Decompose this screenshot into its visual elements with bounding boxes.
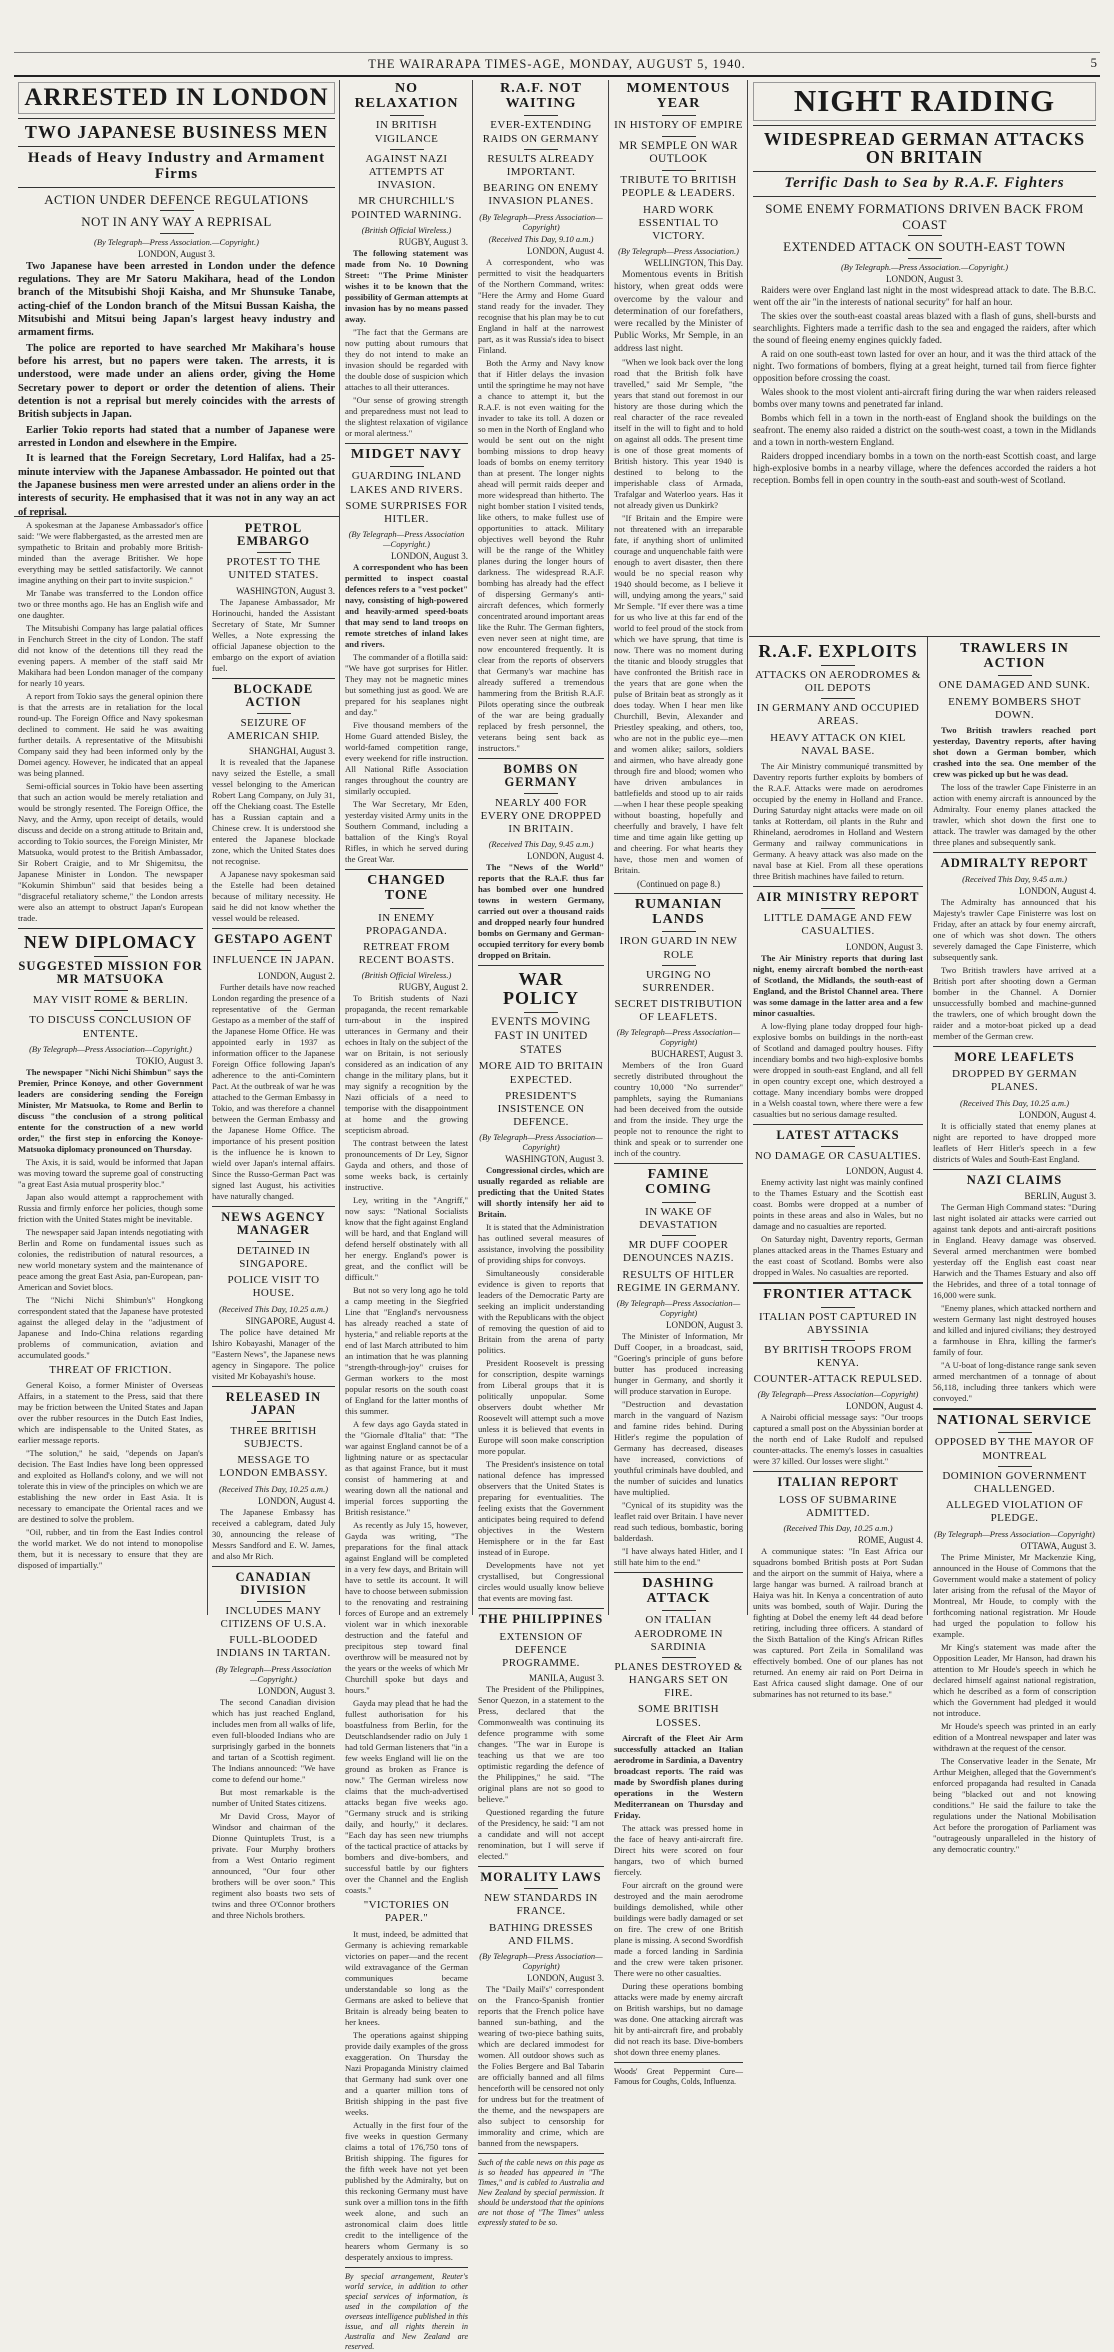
paragraph: The Japanese Ambassador, Mr Horinouchi, handed the Assistant Secretary of State, Mr Sumner Welles, a Note expressing the official Japanese objection to the embargo on the export of aviation fuel. bbox=[212, 596, 335, 673]
headline-new-diplomacy: NEW DIPLOMACY bbox=[23, 932, 198, 952]
subhead: MR CHURCHILL'S POINTED WARNING. bbox=[351, 195, 462, 221]
paragraph: The "News of the World" reports that the R.A.F. thus far has bombed over one hundred towns in western Germany, carried out over a thousand raids and dropped nearly four hundred bombs on Germany and German-occupied territory for every bomb dropped on Britain. bbox=[478, 862, 604, 961]
paragraph: A raid on one south-east town lasted for over an hour, and it was the third attack of the night. Two formations of bombers, flying at a great height, turned tail from fierce fighter opposition before crossing the coast. bbox=[753, 350, 1096, 385]
headline-arrested-in-london: ARRESTED IN LONDON bbox=[18, 82, 335, 114]
paragraph: The following statement was made from No. 10 Downing Street: "The Prime Minister wishes it to be known that the possibility of German attempts at invasion has by no means passed away. bbox=[345, 247, 468, 324]
paragraph: Five thousand members of the Home Guard attended Bisley, the world-famed competition range, every weekend for rifle instruction. All National Rifle Association ranges throughout the country are similarly occupied. bbox=[345, 720, 468, 797]
paragraph: Aircraft of the Fleet Air Arm successfully attacked an Italian aerodrome in Sardinia, a Daventry broadcast reports. The raid was made by Swordfish planes during operations in the Western Mediterranean on Thursday and Friday. bbox=[614, 1732, 743, 1820]
headline-admiralty-report: ADMIRALTY REPORT bbox=[940, 855, 1089, 870]
dateline: MANILA, August 3. bbox=[528, 1673, 604, 1684]
reuter-footnote: By special arrangement, Reuter's world service, in addition to other special services of information, is used in the compilation of the overseas intelligence published in this issue, and all rights therein in Australia and New Zealand are reserved. bbox=[345, 2271, 468, 2351]
subhead-not-reprisal: NOT IN ANY WAY A REPRISAL bbox=[81, 214, 272, 230]
subhead: BY BRITISH TROOPS FROM KENYA. bbox=[764, 1343, 912, 1370]
paragraph: The Prime Minister, Mr Mackenzie King, announced in the House of Commons that the Government would make a statement of policy later arising from the refusal of the Mayor of Montreal, Mr Houde, to comply with the forthcoming national registration. Mr Houde had urged the population to follow his example. bbox=[933, 1551, 1096, 1639]
dateline: WASHINGTON, August 3. bbox=[236, 585, 335, 596]
column-raf-exploits bbox=[749, 640, 927, 1699]
credit-line: (By Telegraph—Press Association.—Copyright.) bbox=[94, 236, 259, 247]
dateline: LONDON, August 4. bbox=[257, 1495, 335, 1506]
paragraph: On Saturday night, Daventry reports, German planes attacked areas in the Thames Estuary and the east coast of Scotland. Bombs were also dropped in Wales. No casualties are reported. bbox=[753, 1233, 923, 1277]
subhead: TRIBUTE TO BRITISH PEOPLE & LEADERS. bbox=[620, 174, 737, 200]
paragraph: Semi-official sources in Tokio have been asserting that such an action would be merely retaliation and would be strongly resented. The Foreign Office, the Navy, and the Army, upon receipt of details, would discuss and decide on a strong attitude to Britain and, according to Tokio sources, the Foreign Minister, Mr Matsuoka, would protest to the British Ambassador, Sir Robert Craigie, and to Mr Shigemitsu, the Japanese Minister in London. The newspaper "Kokumin Shimbun" said that besides being a "disgraceful retaliatory scheme," the London arrests were also an attempt to obstruct Japan's European trade. bbox=[18, 781, 203, 923]
paragraph: The Air Ministry reports that during last night, enemy aircraft bombed the north-east of Scotland, the Midlands, the south-east of England, and the Bristol Channel area. There was some damage in the latter area and a few minor casualties. bbox=[753, 952, 923, 1018]
paragraph: "When we look back over the long road that the British folk have travelled," said Mr Semple, "the years that stand out foremost in our history are those during which the real character of the race revealed itself in the will to fight and to hold on against all odds. The present time is one of those great moments of British history. This year 1940 is destined to belong to the imperishable class of Armada, Trafalgar and Waterloo years. Has it not already given us Dunkirk? bbox=[614, 356, 743, 510]
paragraph: A communique states: "In East Africa our squadrons bombed British posts at Port Sudan and the airport on the summit of Haiya, where a large hangar was burned. A railroad branch at Haiya was hit. In Kenya a concentration of auto units was bombed, south of Wajir. During the fighting at Dobel the enemy left 44 dead before retiring, including three officers. A standard of the Sixth Battalion of the King's African Rifles was captured. Port Zeila in Somaliland was effectively bombed. One of our planes has not returned. An enemy air raid on Port Deirna in East Africa caused slight damage. One of our submarines has not returned to its base." bbox=[753, 1545, 923, 1699]
subhead: ALLEGED VIOLATION OF PLEDGE. bbox=[945, 1499, 1084, 1525]
paragraph: "Cynical of its stupidity was the leaflet raid over Britain. I have never read such tedious, bombastic, boring balderdash. bbox=[614, 1499, 743, 1543]
subhead: ATTACKS ON AERODROMES & OIL DEPOTS bbox=[755, 668, 921, 695]
column-spokesman bbox=[14, 520, 207, 1615]
paragraph: "Our sense of growing strength and preparedness must not lead to the slightest relaxation of vigilance or moral alertness." bbox=[345, 394, 468, 438]
paragraph: The second Canadian division which has just reached England, includes men from all walks of life, even full-blooded Indians who are surprisingly garbed in the bonnets and tartan of a Scottish regiment. The Indians announced: "We have come to defend our home." bbox=[212, 1696, 335, 1784]
dateline: LONDON, August 4. bbox=[1018, 886, 1096, 897]
subhead: IRON GUARD IN NEW ROLE bbox=[619, 935, 738, 961]
dateline: WASHINGTON, August 3. bbox=[505, 1154, 604, 1165]
headline-morality-laws: MORALITY LAWS bbox=[480, 1870, 602, 1885]
headline-momentous-year: MOMENTOUS YEAR bbox=[626, 81, 731, 111]
paragraph: But most remarkable is the number of United States citizens. bbox=[212, 1786, 335, 1808]
page-number: 5 bbox=[1090, 55, 1098, 70]
lead-paragraph: Earlier Tokio reports had stated that a number of Japanese were arrested in London and elsewhere in the Empire. bbox=[18, 424, 335, 450]
paragraph: Wales shook to the most violent anti-aircraft firing during the war when raiders released bombs over many towns and penetrated far inland. bbox=[753, 388, 1096, 411]
paragraph: "The fact that the Germans are now putting about rumours that they do not intend to make an invasion should be regarded with the double dose of suspicion which attaches to all their utterances. bbox=[345, 326, 468, 392]
lead-paragraph: It is learned that the Foreign Secretary, Lord Halifax, had a 25-minute interview with the Japanese Ambassador. He pointed out that the Japanese business men were arrested under an aliens order in the interests of security. He emphasised that it was not in any way an act of reprisal. bbox=[18, 453, 335, 518]
times-footnote: Such of the cable news on this page as is so headed has appeared in "The Times," and is cabled to Australia and New Zealand by special permission. It should be understood that the opinions are not those of "The Times" unless expressly stated to be so. bbox=[478, 2157, 604, 2227]
subhead: NEW STANDARDS IN FRANCE. bbox=[484, 1892, 598, 1918]
subhead: BATHING DRESSES AND FILMS. bbox=[488, 1921, 594, 1947]
headline-changed-tone: CHANGED TONE bbox=[367, 873, 446, 903]
paragraph: It must, indeed, be admitted that Germany is achieving remarkable victories on paper—and the recent wild extravagance of the German communiques became understandable so long as the Germans are asked to believe that Britain is already being beaten to her knees. bbox=[345, 1928, 468, 2027]
masthead-title: THE WAIRARAPA TIMES-AGE, MONDAY, AUGUST 5, 1940. bbox=[368, 56, 746, 71]
paragraph: "Oil, rubber, and tin from the East Indies control the world market. We do not intend to monopolise them, but it is necessary to ensure that they are disposed of impartially." bbox=[18, 1526, 203, 1570]
paragraph: Simultaneously considerable evidence is given to reports that leaders of the Democratic Party are seeking an implicit understanding with the Republicans with the object of removing the question of aid to Britain from the arena of party politics. bbox=[478, 1268, 604, 1356]
headline-italian-report: ITALIAN REPORT bbox=[777, 1475, 899, 1490]
paragraph: Mr King's statement was made after the Opposition Leader, Mr Hanson, had drawn his attention to Mr Houde's speech in which he declared himself against national registration, which he described as a form of conscription which the Government had pledged it would not introduce. bbox=[933, 1641, 1096, 1718]
paragraph: A report from Tokio says the general opinion there is that the arrests are in retaliation for the local round-up. The Foreign Office and Navy spokesman declined to comment. He said he was awaiting further details. A representative of the Mitsubishi Company said they had been informed only by the Domei agency. However, he indicated that an appeal was being planned. bbox=[18, 691, 203, 778]
credit-line: (By Telegraph—Press Association—Copyright) bbox=[616, 1297, 741, 1318]
headline-philippines: THE PHILIPPINES bbox=[478, 1612, 604, 1627]
subhead: DETAINED IN SINGAPORE. bbox=[236, 1244, 311, 1270]
paragraph: Enemy activity last night was mainly confined to the Thames Estuary and the Scottish east coast. Bombs were dropped at a number of points in these areas and also in Wales, but no damage and no casualties are reported. bbox=[753, 1176, 923, 1231]
headline-night-raiding: NIGHT RAIDING bbox=[753, 82, 1096, 121]
dateline: LONDON, August 3. bbox=[390, 551, 468, 562]
paragraph: Mr David Cross, Mayor of Windsor and chairman of the Dionne Quintuplets Trust, is a private. Four Murphy brothers from a West Ontario regiment announced, "Our four other brothers will be over soon." This regiment also boasts two sets of twins and three O'Connor brothers and three Nichols brothers. bbox=[212, 1810, 335, 1920]
paragraph: The President of the Philippines, Senor Quezon, in a statement to the Press, declared that the Commonwealth was continuing its defence programme with some changes. "The war in Europe is teaching us that we are too optimistic regarding the defence of the Philippines," he said. "The original plans are not so good to believe." bbox=[478, 1684, 604, 1805]
headline-no-relaxation: NO RELAXATION bbox=[354, 81, 459, 111]
paragraph: Japan also would attempt a rapprochement with Russia and firmly enforce her policies, though some friction with the United States might be inevitable. bbox=[18, 1191, 203, 1224]
credit-line: (By Telegraph—Press Association—Copyright) bbox=[479, 1950, 603, 1971]
dateline: WELLINGTON, This Day. bbox=[644, 258, 743, 269]
subhead-threat-friction: THREAT OF FRICTION. bbox=[49, 1363, 172, 1376]
paragraph: To British students of Nazi propaganda, the recent remarkable turn-about in the inspired utterances in Germany and their echoes in Italy on the subject of the war on Britain, is not seriously considered as an indication of any change in the military plans, but it may signify a recognition by the Nazi officials of a need to temporise with the disappointment at home and the growing scepticism abroad. bbox=[345, 993, 468, 1136]
subhead: COUNTER-ATTACK REPULSED. bbox=[753, 1373, 923, 1386]
paragraph: Raiders were over England last night in the most widespread attack to date. The B.B.C. went off the air "in the interests of national security" for half an hour. bbox=[753, 285, 1096, 308]
paragraph: A Nairobi official message says: "Our troops captured a small post on the Abyssinian border at the north end of Lake Rudolf and repulsed counter-attacks. The enemy's losses in casualties were 37 killed. Our losses were slight." bbox=[753, 1412, 923, 1467]
paragraph: Mr Tanabe was transferred to the London office two or three months ago. He has an English wife and one daughter. bbox=[18, 588, 203, 620]
lead-paragraph: The police are reported to have searched Mr Makihara's house before his arrest, but no papers were taken. The arrests, it is understood, were made under an aliens order, giving the Home Secretary power to deport or order the detention of aliens. Their detention is not a reprisal but merely coincides with the arrests of British subjects in Japan. bbox=[18, 342, 335, 421]
paragraph: The loss of the trawler Cape Finisterre in an action with enemy aircraft is announced by the Admiralty. Four enemy planes attacked the trawler, which shot down the first one to attack. The trawler was damaged by the other three planes and subsequently sank. bbox=[933, 781, 1096, 847]
headline-war-policy: WAR POLICY bbox=[502, 969, 579, 1009]
subhead: DROPPED BY GERMAN PLANES. bbox=[952, 1068, 1077, 1094]
dateline: LONDON, August 3. bbox=[257, 1685, 335, 1696]
column-japan-briefs bbox=[208, 520, 339, 1920]
subhead: EVER-EXTENDING RAIDS ON GERMANY bbox=[482, 119, 600, 145]
column-raf-not-waiting bbox=[474, 80, 608, 2227]
headline-more-leaflets: MORE LEAFLETS bbox=[954, 1050, 1075, 1065]
paragraph: The police have detained Mr Ishiro Kobayashi, Manager of the "Eastern News", the Japanese news agency in Singapore. The police visited Mr Kobayashi's house. bbox=[212, 1326, 335, 1381]
credit-line: (By Telegraph—Press Association—Copyright) bbox=[616, 1027, 741, 1048]
dateline: LONDON, August 4. bbox=[845, 1165, 923, 1176]
subhead: THREE BRITISH SUBJECTS. bbox=[230, 1424, 317, 1450]
paragraph: The newspaper said Japan intends negotiating with Berlin and Rome on fundamental issues such as colonies, the redistribution of natural resources, a new world monetary system and the maintenance of peace among the great East Asia, pan-European, pan-American and Soviet blocs. bbox=[18, 1226, 203, 1292]
paragraph: "I have always hated Hitler, and I still hate him to the end." bbox=[614, 1545, 743, 1567]
paragraph: The "Nichi Nichi Shimbun's" Hongkong correspondent stated that the Japanese have protested against the alleged delay in the "adjustment of Japanese and Indo-China relations regarding problems of communication, aviation and accumulated goods." bbox=[18, 1294, 203, 1360]
headline-gestapo-agent: GESTAPO AGENT bbox=[214, 932, 333, 947]
headline-national-service: NATIONAL SERVICE bbox=[937, 1412, 1092, 1428]
paragraph: Congressional circles, which are usually regarded as reliable are predicting that the United States will shortly intensify her aid to Britain. bbox=[478, 1165, 604, 1220]
paragraph: But not so very long ago he told a camp meeting in the Siegfried Line that "England's nervousness has already reached a state of hysteria," and reliable reports at the end of last March attributed to him an intimation that he was planning "strength-through-joy" cruises for German workers to the most popular resorts on the south coast of England for the latter months of this summer. bbox=[345, 1285, 468, 1417]
subhead: RESULTS OF HITLER REGIME IN GERMANY. bbox=[616, 1268, 741, 1294]
paragraph: "The solution," he said, "depends on Japan's decision. The East Indies have long been oppressed and exploited as Holland's colony, and we will not tolerate this in view of the principles on which we are establishing the new order in East Asia. It is necessary to emancipate the Oriental races and we are destined to solve the problem. bbox=[18, 1447, 203, 1524]
subhead: RETREAT FROM RECENT BOASTS. bbox=[358, 940, 455, 967]
headline-rumanian-lands: RUMANIAN LANDS bbox=[634, 896, 723, 927]
credit-line: (By Telegraph—Press Association—Copyright.) bbox=[215, 1663, 332, 1684]
paragraph: Questioned regarding the future of the Presidency, he said: "I am not a candidate and will not accept renomination, but I will serve if elected." bbox=[478, 1807, 604, 1862]
received-line: (Received This Day, 10.25 a.m.) bbox=[783, 1522, 893, 1533]
subhead: MR SEMPLE ON WAR OUTLOOK bbox=[619, 139, 738, 166]
subhead: SOME SURPRISES FOR HITLER. bbox=[345, 499, 468, 525]
paragraph: Bombs which fell in a town in the north-east of England shook the buildings on the seafront. The enemy also raided a district on the south-west coast, a town in the Midlands and a town in north-western England. bbox=[753, 414, 1096, 449]
dateline: LONDON, August 4. bbox=[526, 851, 604, 862]
paragraph: "If Britain and the Empire were not threatened with an irreparable fate, if anything short of unlimited courage and unquenchable faith were enough to avert disaster, then there would be no special reason why 1940 should become, as I believe it will, undying among the years," said Mr Semple. "If ever there was a time for us who live at this far end of the world to feel proud of the stock from which we have sprung, that time is now. There was no moment during the titanic and bloody struggles that have confronted the British race in the years that are gone when the pulse of Britain beat as strongly as it does today. When I hear men like Churchill, Bevin, Alexander and Priestley speaking, and others, too, who are not in the public eye—men and women alike; sailors, soldiers and airmen, who have already gone through fire and blood; women who have driven ambulances in battlefields and stood up to air raids—when I hear these people speaking without boasting, hopefully and cheerfully and bravely, I have felt time and time again like getting up and cheering. For what hearts they have, those men and women of Britain. bbox=[614, 512, 743, 875]
subhead: PLANES DESTROYED & HANGARS SET ON FIRE. bbox=[614, 1660, 743, 1700]
subhead: SEIZURE OF AMERICAN SHIP. bbox=[227, 716, 320, 743]
paragraph: A few days ago Gayda stated in the "Giornale d'Italia" that: "The war against England cannot be of a lightning nature or as spectacular as that against France, but it must consist of hammering at and wearing down all the national and imperial forces supporting the British resistance." bbox=[345, 1419, 468, 1518]
subhead: IN HISTORY OF EMPIRE bbox=[614, 119, 743, 132]
headline-blockade-action: BLOCKADE ACTION bbox=[233, 681, 314, 709]
subhead: GUARDING INLAND LAKES AND RIVERS. bbox=[350, 470, 463, 496]
paragraph: During these operations bombing attacks were made by enemy aircraft on British warships, but no damage was done. One attacking aircraft was hit by anti-aircraft fire, and probably did not reach its base. Dive-bombers shot down three enemy planes. bbox=[614, 1980, 743, 2057]
received-line: (Received This Day, 10.25 a.m.) bbox=[218, 1483, 329, 1494]
headline-news-agency-manager: NEWS AGENCY MANAGER bbox=[221, 1209, 326, 1237]
column-arrested bbox=[14, 80, 339, 520]
dateline: LONDON, August 3. bbox=[137, 248, 215, 259]
subhead: ITALIAN POST CAPTURED IN ABYSSINIA bbox=[759, 1310, 917, 1336]
subhead: IN GERMANY AND OCCUPIED AREAS. bbox=[756, 702, 920, 728]
paragraph: Raiders dropped incendiary bombs in a town on the north-east Scottish coast, and large high-explosive bombs in a nearby village, where the defences accorded the raiders a hot reception. Bombs fell in open country in the south-east and south-west of Scotland. bbox=[753, 452, 1096, 487]
received-line: (Received This Day, 9.45 a.m.) bbox=[962, 874, 1067, 885]
subhead: MESSAGE TO LONDON EMBASSY. bbox=[219, 1454, 328, 1480]
subhead-south-east-town: EXTENDED ATTACK ON SOUTH-EAST TOWN bbox=[783, 239, 1066, 255]
dateline: SHANGHAI, August 3. bbox=[248, 746, 335, 757]
subhead-formations-driven: SOME ENEMY FORMATIONS DRIVEN BACK FROM COAST bbox=[765, 201, 1084, 232]
subhead: LOSS OF SUBMARINE ADMITTED. bbox=[778, 1493, 898, 1519]
subhead: POLICE VISIT TO HOUSE. bbox=[227, 1274, 320, 1300]
paragraph: The Axis, it is said, would be informed that Japan was moving toward the supreme goal of constructing "a great East Asia mutual prosperity bloc." bbox=[18, 1156, 203, 1189]
subhead-heads-of-industry: Heads of Heavy Industry and Armament Firms bbox=[27, 150, 326, 182]
paragraph: Two British trawlers reached port yesterday, Daventry reports, after having shot down a German bomber, which crashed into the sea. One member of the crew was picked up but he was dead. bbox=[933, 724, 1096, 779]
headline-famine-coming: FAMINE COMING bbox=[645, 1167, 712, 1198]
paragraph: A low-flying plane today dropped four high-explosive bombs on buildings in the north-east of Scotland and damaged poultry houses. Fifty incendiary bombs and two high-explosive bombs were dropped in south-east England, and all fell in open country except one, which destroyed a cottage. Many incendiary bombs were dropped in a Welsh coastal town, where there were a few casualties but no serious damage resulted. bbox=[753, 1020, 923, 1119]
subhead-victories-on-paper: "VICTORIES ON PAPER." bbox=[363, 1899, 450, 1925]
paragraph: As recently as July 15, however, Gayda was writing, "The preparations for the final attack against England will be completed in a very few days, and Britain will have to settle its account. It will have to choose between submission to the renovating and restraining forces of Europe and an extremely violent war in which inexorable destruction and the fateful and precipitous step toward final overthrow will be measured not by the years or the weeks of which Mr Churchill spoke but days and hours." bbox=[345, 1520, 468, 1696]
paragraph: It is stated that the Administration has outlined several measures of assistance, involving the possibility of providing ships for convoys. bbox=[478, 1222, 604, 1266]
subhead: MORE AID TO BRITAIN EXPECTED. bbox=[478, 1060, 604, 1086]
credit-line: (By Telegraph—Press Association—Copyright) bbox=[479, 1132, 603, 1153]
subhead: NEARLY 400 FOR EVERY ONE DROPPED IN BRITAIN. bbox=[480, 796, 602, 836]
credit-line: (By Telegraph—Press Association.) bbox=[618, 246, 739, 257]
credit-line: (By Telegraph—Press Association—Copyright) bbox=[757, 1389, 919, 1400]
subhead-rome-berlin: MAY VISIT ROME & BERLIN. bbox=[32, 994, 189, 1007]
dateline: RUGBY, August 3. bbox=[398, 236, 468, 247]
credit-line: (British Official Wireless.) bbox=[361, 970, 452, 981]
subhead: SECRET DISTRIBUTION OF LEAFLETS. bbox=[614, 998, 743, 1024]
received-line: (Received This Day, 10.25 a.m.) bbox=[218, 1303, 329, 1314]
headline-released-in-japan: RELEASED IN JAPAN bbox=[225, 1389, 322, 1417]
credit-line: (By Telegraph—Press Association—Copyright) bbox=[479, 211, 603, 232]
subhead: NO DAMAGE OR CASUALTIES. bbox=[754, 1149, 922, 1162]
paragraph: Members of the Iron Guard secretly distributed throughout the country 10,000 "No surrender" pamphlets, saying the Rumanians had been deceived from the outside and from the inside. They urge the people not to renounce the right to think and speak or to surrender one inch of the country. bbox=[614, 1060, 743, 1159]
received-line: (Received This Day, 9.10 a.m.) bbox=[488, 233, 594, 244]
paragraph: The Air Ministry communiqué transmitted by Daventry reports further exploits by bombers of the R.A.F. Attacks were made on aerodromes occupied by the enemy in Holland and France. During Saturday night attacks were made on oil tanks at Rotterdam, oil plants in the Ruhr and Rhineland, aerodromes in Holland and Western Germany and railway communications in Germany. A heavy attack was also made on the naval base at Kiel. From all these operations three British machines have failed to return. bbox=[753, 761, 923, 882]
subhead: MR DUFF COOPER DENOUNCES NAZIS. bbox=[623, 1239, 734, 1265]
subhead: SOME BRITISH LOSSES. bbox=[638, 1703, 719, 1729]
paragraph: The contrast between the latest pronouncements of Dr Ley, Signor Gayda and others, and those of some weeks back, is certainly instructive. bbox=[345, 1138, 468, 1193]
subhead: PRESIDENT'S INSISTENCE ON DEFENCE. bbox=[497, 1089, 585, 1129]
credit-line: (By Telegraph—Press Association—Copyright) bbox=[934, 1528, 1095, 1539]
paragraph: Mr Houde's speech was printed in an early edition of a Montreal newspaper and later was withdrawn at the request of the censor. bbox=[933, 1720, 1096, 1753]
subhead: IN ENEMY PROPAGANDA. bbox=[365, 911, 448, 937]
headline-bombs-on-germany: BOMBS ON GERMANY bbox=[503, 761, 579, 789]
paragraph: President Roosevelt is pressing for conscription, despite warnings from Liberal groups that it is politically unpopular. Some observers doubt whether Mr Roosevelt will attempt such a move unless it is believed that events in Europe will soon make conscription more popular. bbox=[478, 1358, 604, 1457]
column-trawlers bbox=[929, 640, 1100, 1854]
subhead: ONE DAMAGED AND SUNK. bbox=[938, 679, 1091, 692]
paragraph: The Admiralty has announced that his Majesty's trawler Cape Finisterre was lost on Friday, after an attack by four enemy aircraft, one of which was shot down. The others severely damaged the Cape Finisterre, which subsequently sank. bbox=[933, 897, 1096, 963]
subhead: OPPOSED BY THE MAYOR OF MONTREAL bbox=[934, 1436, 1095, 1462]
paragraph: Developments have not yet crystallised, but Congressional circles would usually know believe that events are moving fast. bbox=[478, 1560, 604, 1604]
subhead: IN WAKE OF DEVASTATION bbox=[639, 1205, 718, 1232]
paragraph: A spokesman at the Japanese Ambassador's office said: "We were flabbergasted, as the arrested men are sympathetic to Britain and probably more British-minded than the average Britisher. We hope everything may be settled satisfactorily. We cannot imagine anything on their part to invite suspicion." bbox=[18, 520, 203, 585]
subhead: DOMINION GOVERNMENT CHALLENGED. bbox=[942, 1469, 1087, 1495]
received-line: (Received This Day, 10.25 a.m.) bbox=[959, 1097, 1070, 1108]
column-no-relaxation bbox=[341, 80, 472, 2351]
dateline: LONDON, August 4. bbox=[1018, 1109, 1096, 1120]
headline-raf-not-waiting: R.A.F. NOT WAITING bbox=[500, 81, 582, 111]
subhead-two-japanese: TWO JAPANESE BUSINESS MEN bbox=[24, 122, 329, 143]
subhead: PROTEST TO THE UNITED STATES. bbox=[226, 556, 321, 582]
headline-latest-attacks: LATEST ATTACKS bbox=[776, 1127, 900, 1142]
headline-frontier-attack: FRONTIER ATTACK bbox=[763, 1286, 913, 1302]
column-momentous-year bbox=[610, 80, 747, 2086]
paragraph: The commander of a flotilla said: "We have got surprises for Hitler. They may not be magnetic mines but something just as good. We are prepared for his seaplanes night and day." bbox=[345, 652, 468, 718]
credit-line: (British Official Wireless.) bbox=[361, 224, 452, 235]
subhead: RESULTS ALREADY IMPORTANT. bbox=[487, 152, 595, 178]
paragraph: Momentous events in British history, when great odds were overcome by the valour and determination of our forefathers, were recalled by the Minister of Public Works, Mr Semple, in an address last night. bbox=[614, 269, 743, 354]
subhead: ON ITALIAN AERODROME IN SARDINIA bbox=[634, 1614, 723, 1653]
subhead: IN BRITISH VIGILANCE bbox=[374, 119, 439, 145]
dateline: LONDON, August 3. bbox=[845, 941, 923, 952]
received-line: (Received This Day, 9.45 a.m.) bbox=[488, 839, 594, 850]
headline-nazi-claims: NAZI CLAIMS bbox=[966, 1172, 1063, 1187]
subhead-defence-regulations: ACTION UNDER DEFENCE REGULATIONS bbox=[44, 191, 309, 207]
dateline: LONDON, August 3. bbox=[885, 273, 963, 284]
dateline: LONDON, August 4. bbox=[845, 1401, 923, 1412]
subhead-matsuoka: SUGGESTED MISSION FOR MR MATSUOKA bbox=[18, 958, 203, 987]
paragraph: Actually in the first four of the five weeks in question Germany claims a total of 176,750 tons of British shipping. The figures for the fifth week have not yet been published by the Admiralty, but on this reckoning Germany must have sunk over a million tons in the fifth week alone, and such an astronomical claim does little credit to the intelligence of the hearers whom Germany is so desperately anxious to impress. bbox=[345, 2119, 468, 2262]
subhead-entente: TO DISCUSS CONCLUSION OF ENTENTE. bbox=[29, 1014, 192, 1040]
credit-line: (By Telegraph—Press Association—Copyright.) bbox=[29, 1043, 192, 1054]
subhead: FULL-BLOODED INDIANS IN TARTAN. bbox=[216, 1634, 331, 1660]
paragraph: Both the Army and Navy know that if Hitler delays the invasion until the springtime he may not have a chance to attempt it, but the R.A.F. is not even waiting for the invader to take its toll. A dozen or so men in the North of England who would be sent out on the night bombing missions to drop heavy loads of bombs on enemy territory than at present. The longer nights ahead will permit raids deeper and more widespread than hitherto. The night bomber station I visited tends, like others, to make fullest use of opportunities to attack. Military objectives well beyond the Ruhr will be the range of the Whitley planes during the longer hours of darkness. The widespread R.A.F. bombing has already had the effect of dispersing Germany's anti-aircraft defences, which formerly concentrated around important areas like the Ruhr. The German fighters, even never seen at night time, are now encountered frequently. It is clear from the reports of observers that Germany's war machine has already suffered a tremendous hammering from the British R.A.F. Pilots operating since the outbreak of the war are being gradually replaced by fresh personnel, the veterans being sent back as instructors." bbox=[478, 357, 605, 753]
subhead: BEARING ON ENEMY INVASION PLANES. bbox=[483, 182, 599, 208]
credit-line: (By Telegraph—Press Association—Copyright.) bbox=[348, 529, 465, 550]
paragraph: Four aircraft on the ground were destroyed and the main aerodrome buildings demolished, while other buildings were badly damaged or set on fire. The crew of one British plane is missing. A second Swordfish made a forced landing in Sardinia and the crew were taken prisoner. There were no other casualties. bbox=[614, 1879, 743, 1978]
subhead: INFLUENCE IN JAPAN. bbox=[212, 954, 335, 967]
headline-trawlers-in-action: TRAWLERS IN ACTION bbox=[960, 641, 1069, 671]
paragraph: The Japanese Embassy has received a cablegram, dated July 30, announcing the release of Messrs Sandford and E. W. James, and also Mr Rich. bbox=[212, 1506, 335, 1561]
credit-line: (By Telegraph.—Press Association.—Copyright.) bbox=[840, 261, 1009, 272]
paragraph: "Enemy planes, which attacked northern and western Germany last night destroyed houses and killed and injured civilians; they destroyed a farmhouse in Ehra, killing the farmer's family of four. bbox=[933, 1302, 1096, 1357]
paragraph: "Destruction and devastation march in the vanguard of Nazism and famine rides behind. During Hitler's regime the population of Germany has decreased, diseases have increased, convictions of youthful criminals have doubled, and the number of suicides and lunatics have multiplied. bbox=[614, 1398, 743, 1497]
dateline: ROME, August 4. bbox=[857, 1534, 923, 1545]
subhead: URGING NO SURRENDER. bbox=[642, 968, 715, 994]
paragraph: The War Secretary, Mr Eden, yesterday visited Army units in the Southern Command, including a battalion of the King's Royal Rifles, in which he served during the Great War. bbox=[345, 799, 468, 865]
subhead: EXTENSION OF DEFENCE PROGRAMME. bbox=[499, 1630, 583, 1669]
dateline: LONDON, August 2. bbox=[257, 970, 335, 981]
dateline: LONDON, August 3. bbox=[665, 1319, 743, 1330]
paragraph: The Mitsubishi Company has large palatial offices in Fenchurch Street in the city of London. The staff did not know of the detentions till they read the evening papers. A member of the staff said Mr Makihara had been London manager of the company for nearly 10 years. bbox=[18, 623, 203, 688]
paragraph: The newspaper "Nichi Nichi Shimbun" says the Premier, Prince Konoye, and other Government leaders are considering sending the Foreign Minister, Mr Matsuoka, to Rome and Berlin to discuss "the conclusion of a strong political entente for the construction of a new world order," the first step in enforcing the Konoye-Matsuoka diplomacy pronounced on Thursday. bbox=[18, 1066, 203, 1154]
dateline: LONDON, August 4. bbox=[526, 245, 604, 256]
column-night-raiding bbox=[749, 80, 1100, 640]
paragraph: The skies over the south-east coastal areas blazed with a flash of guns, shell-bursts and searchlights. Fighters made a terrific dash to the sea and engaged the raiders, after which the sound of fleeing enemy engines quickly faded. bbox=[753, 311, 1096, 346]
subhead-terrific-dash: Terrific Dash to Sea by R.A.F. Fighters bbox=[784, 175, 1065, 192]
paragraph: Ley, writing in the "Angriff," now says: "National Socialists know that the fight against England will be hard, and that England will defend herself obstinately with all her energy. England's power is great, and the conflict will be difficult." bbox=[345, 1195, 468, 1283]
advertisement-peppermint: Woods' Great Peppermint Cure—Famous for Coughs, Colds, Influenza. bbox=[614, 2066, 743, 2086]
subhead: ENEMY BOMBERS SHOT DOWN. bbox=[948, 695, 1081, 721]
subhead: HEAVY ATTACK ON KIEL NAVAL BASE. bbox=[770, 731, 906, 757]
dateline: OTTAWA, August 3. bbox=[1020, 1540, 1096, 1551]
dateline: LONDON, August 3. bbox=[526, 1972, 604, 1983]
paragraph: The Conservative leader in the Senate, Mr Arthur Meighen, alleged that the Government's enforced propaganda had resulted in Canada being "blacked out and not knowing conditions." He said the failure to take the regulations under the National Mobilisation Act before the prorogation of Parliament was "outrageously unparalleled in the history of any democratic country." bbox=[933, 1755, 1096, 1854]
paragraph: The German High Command states: "During last night isolated air attacks were carried out against tank depots and anti-aircraft positions in England. Heavy damage was observed. Several armed merchantmen were bombed yesterday off the English east coast near Harwich and the Thames Estuary and also off the Hebrides, and three of a total tonnage of 16,000 were sunk. bbox=[933, 1201, 1096, 1300]
continued-line: (Continued on page 8.) bbox=[637, 878, 720, 889]
subhead: AGAINST NAZI ATTEMPTS AT INVASION. bbox=[365, 152, 448, 192]
dateline: BUCHAREST, August 3. bbox=[651, 1049, 743, 1060]
paragraph: The President's insistence on total national defence has impressed observers that the United States is preparing for eventualities. The feeling exists that the Government anticipates being required to defend objectives in the Western Hemisphere or in the far East instead of in Europe. bbox=[478, 1459, 604, 1558]
headline-dashing-attack: DASHING ATTACK bbox=[642, 1575, 715, 1606]
headline-canadian-division: CANADIAN DIVISION bbox=[235, 1569, 312, 1597]
paragraph: Further details have now reached London regarding the presence of a representative of the German Gestapo as a member of the staff of the Japanese Home Office. He was appointed early in 1937 as information officer to the Japanese Foreign Office following Japan's adherence to the anti-Comintern Pact. At the outbreak of war he was attached to the German Embassy in Tokio, and was therefore a channel between the German Embassy and the Japanese Home Office. The importance of his present position is the influence he is known to wield over Japan's internal affairs. Since the Russo-German Pact was signed last August, his activities have naturally changed. bbox=[212, 981, 335, 1201]
headline-raf-exploits: R.A.F. EXPLOITS bbox=[758, 641, 918, 661]
paragraph: A correspondent who has been permitted to inspect coastal defences refers to a "vest pocket" navy, consisting of high-powered and heavily-armed speed-boats that may send to land troops on remote stretches of inland lakes and rivers. bbox=[345, 562, 468, 650]
headline-air-ministry-report: AIR MINISTRY REPORT bbox=[756, 890, 920, 905]
paragraph: It is revealed that the Japanese navy seized the Estelle, a small vessel belonging to the American Robert Lang Company, on July 31, off the Chekiang coast. The Estelle has a Russian captain and a Chinese crew. It is understood she entered the Japanese blockade zone, which the United States does not recognise. bbox=[212, 757, 335, 867]
paragraph: "A U-boat of long-distance range sank seven armed merchantmen of a tonnage of about 56,118, including three tankers which were convoyed." bbox=[933, 1359, 1096, 1403]
headline-midget-navy: MIDGET NAVY bbox=[350, 446, 463, 462]
paragraph: It is officially stated that enemy planes at night are reported to have dropped more leaflets of Herr Hitler's speech in a few districts of Wales and South-East England. bbox=[933, 1120, 1096, 1164]
dateline: RUGBY, August 2. bbox=[398, 982, 468, 993]
lead-paragraph: Two Japanese have been arrested in London under the defence regulations. They are Mr Satoru Makihara, head of the London branch of the Mitsubishi Shoji Kaisha, and Mr Shunsuke Tanabe, acting-chief of the London branch of the Mitsui Bussan Kaisha, the Mitsubishi and Mitsui being Japan's largest heavy industry and armament firms. bbox=[18, 260, 335, 339]
paragraph: The operations against shipping provide daily examples of the gross exaggeration. On Thursday the Nazi Propaganda Ministry claimed that Germany had sunk over one and a quarter million tons of British shipping in the past five weeks. bbox=[345, 2029, 468, 2117]
paragraph: The attack was pressed home in the face of heavy anti-aircraft fire. Direct hits were scored on four hangars, two of which burned fiercely. bbox=[614, 1822, 743, 1877]
subhead: HARD WORK ESSENTIAL TO VICTORY. bbox=[638, 203, 719, 242]
headline-petrol-embargo: PETROL EMBARGO bbox=[237, 521, 310, 549]
subhead: LITTLE DAMAGE AND FEW CASUALTIES. bbox=[763, 912, 913, 938]
dateline: TOKIO, August 3. bbox=[136, 1055, 203, 1066]
subhead: EVENTS MOVING FAST IN UNITED STATES bbox=[491, 1016, 591, 1056]
paragraph: A correspondent, who was permitted to visit the headquarters of the Northern Command, writes: "Here the Army and Home Guard stand ready for the invader. They recognise that his plan may be to cut England in half at the narrowest part, as it was Russia's idea to bisect Finland. bbox=[478, 256, 604, 355]
subhead-widespread-attacks: WIDESPREAD GERMAN ATTACKS ON BRITAIN bbox=[763, 128, 1086, 168]
paragraph: A Japanese navy spokesman said the Estelle had been detained because of military necessity. He said he did not know whether the vessel would be released. bbox=[212, 869, 335, 924]
paragraph: The "Daily Mail's" correspondent on the Franco-Spanish frontier reports that the French police have banned sun-bathing, and the wearing of two-piece bathing suits, which are declared immodest for women. All outdoor shows such as the Folies Bergere and Bal Tabarin are officially banned and all films henceforth will be censored not only for undress but for the treatment of the theme, and the newspapers are also subject to censorship for immorality and crime, which are banned from the newspapers. bbox=[478, 1983, 604, 2148]
masthead bbox=[14, 52, 1100, 77]
paragraph: General Koiso, a former Minister of Overseas Affairs, in a statement to the Press, said that there may be friction between the United States and Japan over the rubber resources in the Dutch East Indies, which are indispensable to the United States, as earlier message reports. bbox=[18, 1379, 203, 1445]
dateline: SINGAPORE, August 4. bbox=[245, 1315, 335, 1326]
paragraph: The Minister of Information, Mr Duff Cooper, in a broadcast, said, "Goering's principle of guns before butter has produced increasing hunger in Germany, and shortly it will produce starvation in Europe. bbox=[614, 1330, 743, 1396]
paragraph: Two British trawlers have arrived at a British port after shooting down a German bomber in the Channel. A Dornier unsuccessfully bombed and machine-gunned the trawlers, one of which brought down the raider and a motor-boat picked up a dead member of the German crew. bbox=[933, 965, 1096, 1042]
dateline: BERLIN, August 3. bbox=[1024, 1190, 1096, 1201]
paragraph: Gayda may plead that he had the fullest authorisation for his boastfulness from Berlin, for the Deutschlandsender radio on July 1 had told German listeners that "in a few weeks England will lie on the ground as broken as France is now." The German wireless now claims that the much-advertised attacks began five weeks ago. "Germany struck and is striking daily, and hourly," it declares. "Each day has seen new triumphs of the tactical practice of attacks by bombers and dive-bombers, and successful battle by our fighters over the Channel and the English coasts." bbox=[345, 1698, 468, 1896]
subhead: INCLUDES MANY CITIZENS OF U.S.A. bbox=[220, 1604, 327, 1630]
